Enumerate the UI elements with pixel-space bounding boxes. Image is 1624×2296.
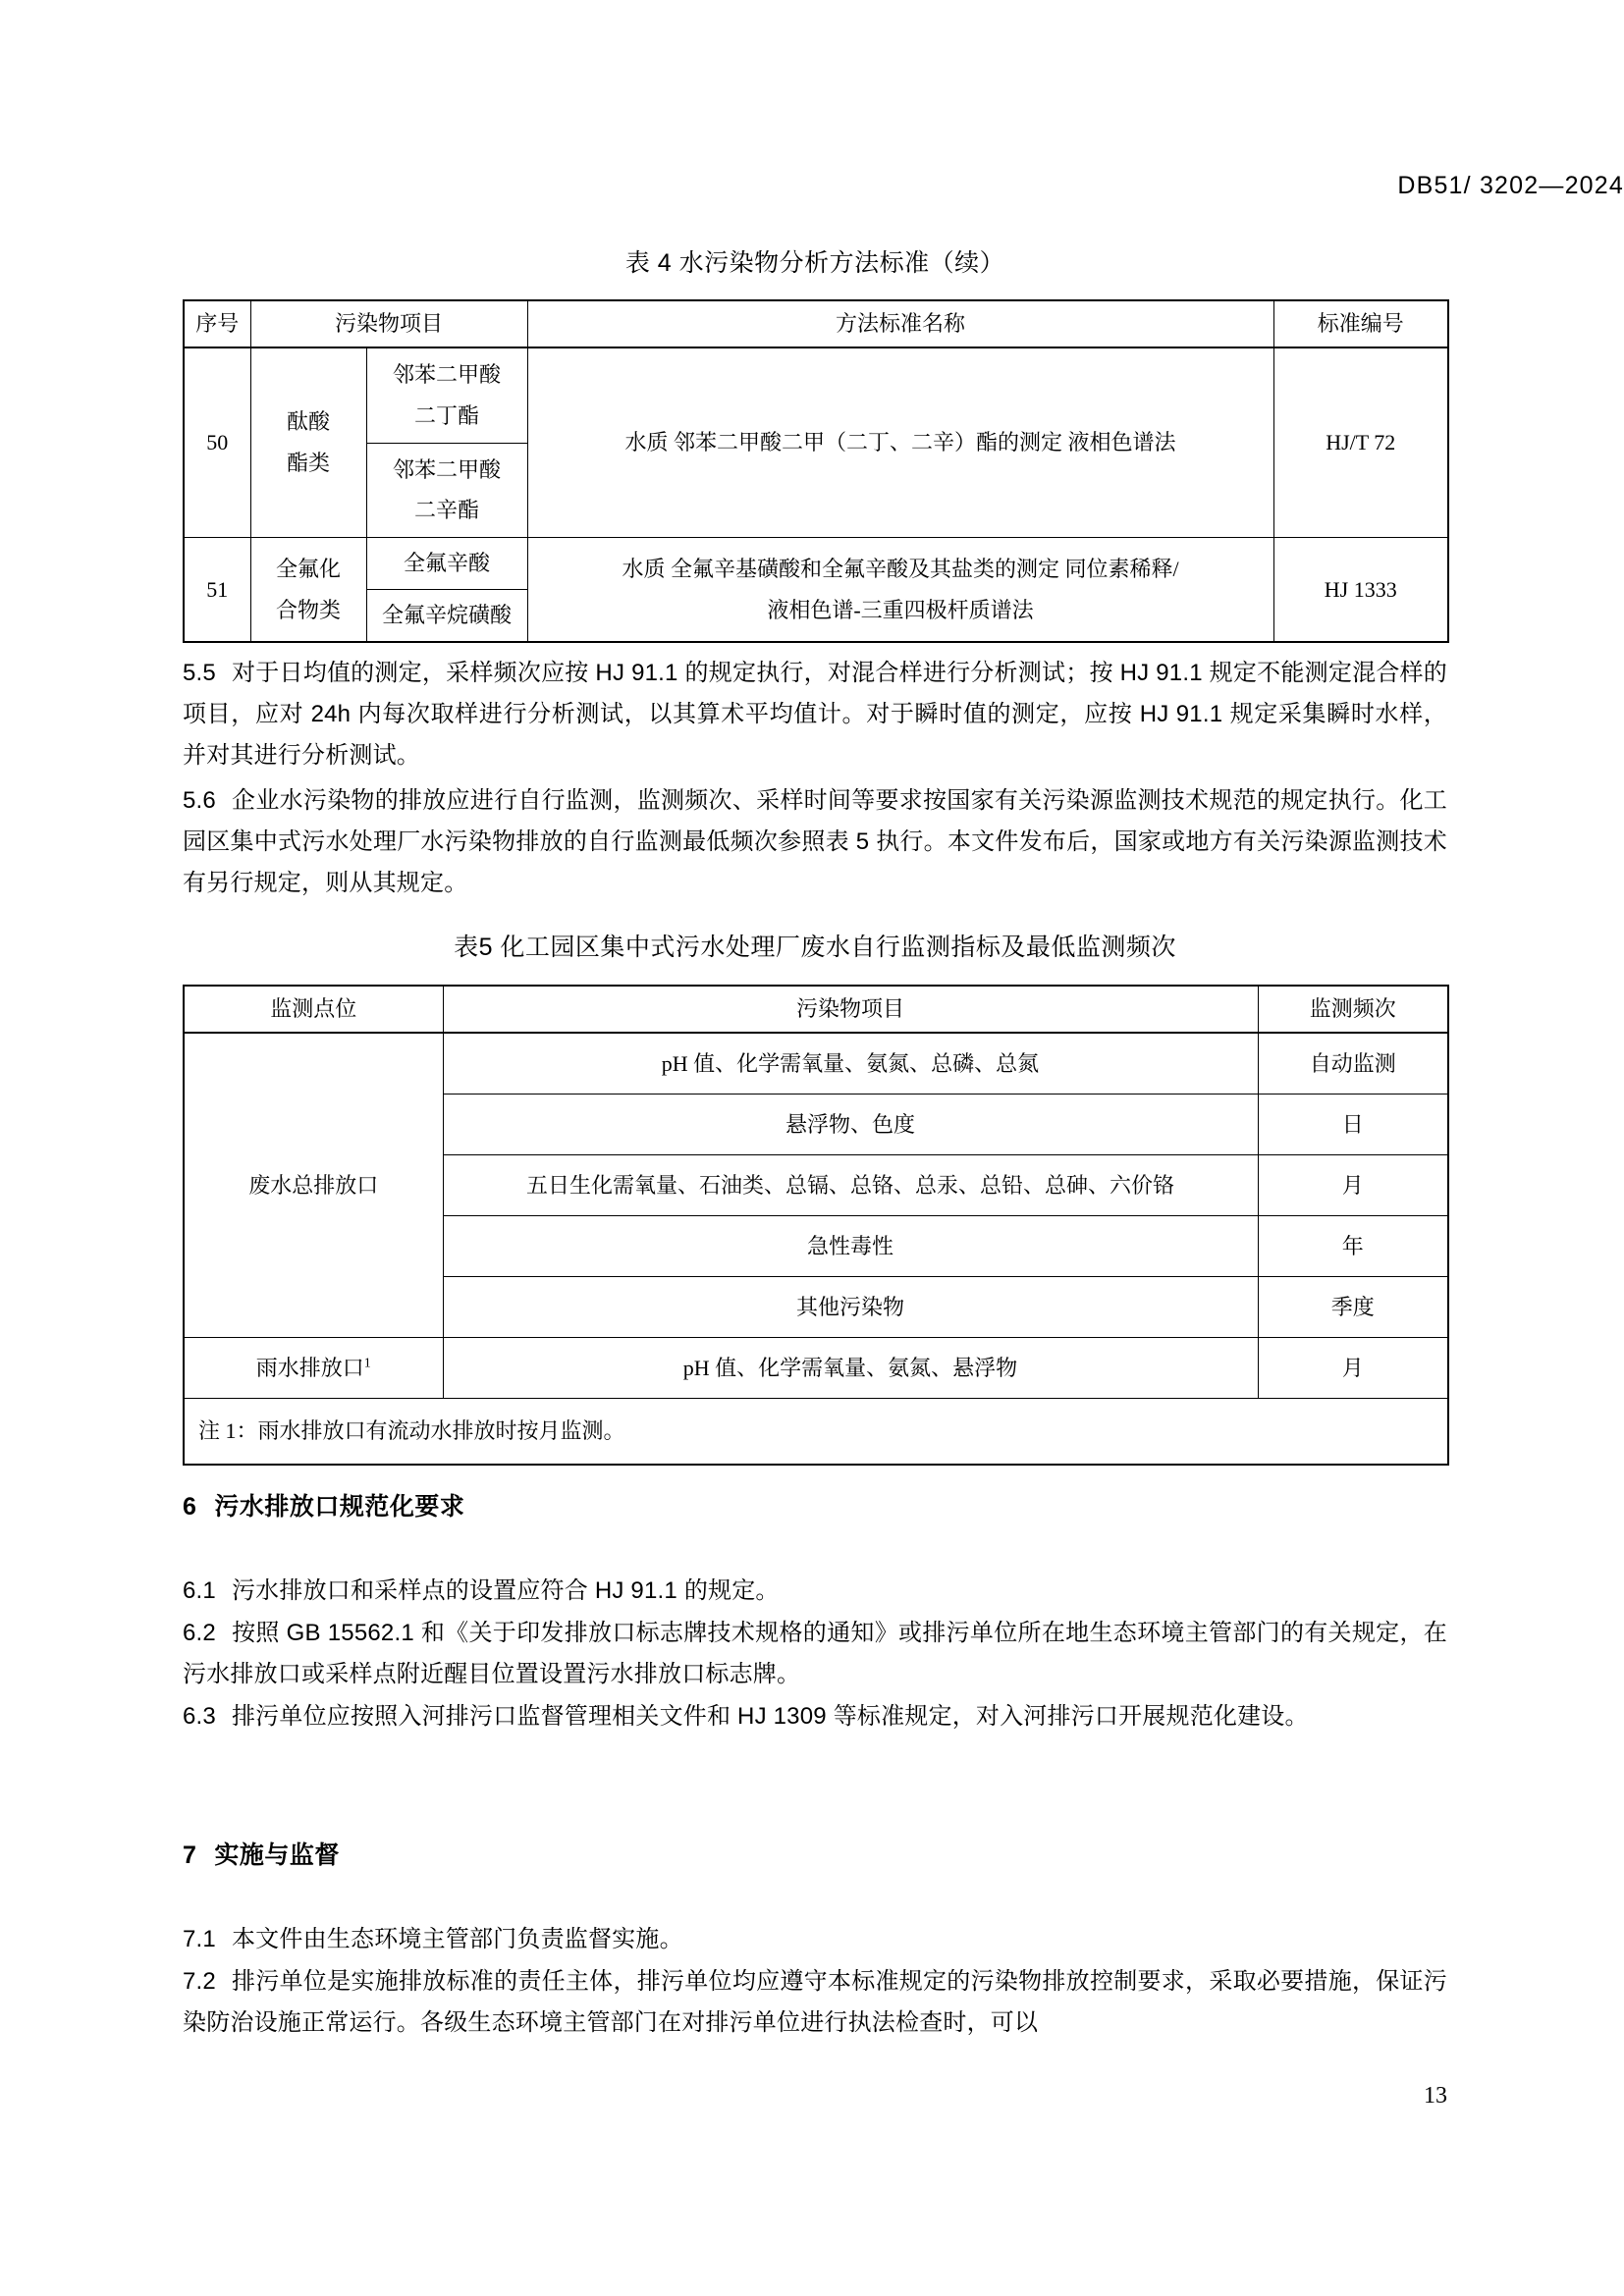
note-reference-mark: 1 (363, 1356, 371, 1371)
heading-section-6 (183, 1487, 1447, 1522)
table4-caption: 表 4 水污染物分析方法标准（续） (624, 249, 1005, 277)
table4-col-method: 方法标准名称 (527, 300, 1273, 347)
paragraph-6-2 (183, 1613, 1447, 1695)
table4-row50-item1 (366, 347, 527, 443)
paragraph-6-3-text: 排污单位应按照入河排污口监督管理相关文件和 HJ 1309 等标准规定，对入河排污口开展规范化建设。 (231, 1703, 1309, 1730)
table5-pollutants: 五日生化需氧量、石油类、总镉、总铬、总汞、总铅、总砷、六价铬 (443, 1155, 1258, 1216)
item-line-2: 二丁酯 (414, 402, 480, 428)
table4-col-code: 标准编号 (1273, 300, 1448, 347)
table4-row50-no: 50 (184, 347, 250, 538)
paragraph-5-5-number: 5.5 (183, 660, 216, 686)
table5-pollutants: 急性毒性 (443, 1216, 1258, 1277)
heading-7-text: 实施与监督 (214, 1842, 340, 1869)
wastewater-self-monitoring-table (183, 985, 1449, 1466)
table4-row51-code: HJ 1333 (1273, 538, 1448, 643)
table5-wrapper (183, 985, 1449, 1466)
item-line-1: 邻苯二甲酸 (393, 456, 502, 482)
table5-pollutants: 其他污染物 (443, 1277, 1258, 1338)
paragraph-6-2-text: 按照 GB 15562.1 和《关于印发排放口标志牌技术规格的通知》或排污单位所在地生态环境主管部门的有关规定，在污水排放口或采样点附近醒目位置设置污水排放口标志牌。 (183, 1620, 1447, 1687)
paragraph-6-1 (183, 1571, 1447, 1612)
table4-header-row (184, 300, 1448, 347)
group-line-1: 全氟化 (275, 556, 341, 581)
table4-col-no: 序号 (184, 300, 250, 347)
heading-section-7 (183, 1836, 1447, 1871)
table4-row51-method (527, 538, 1273, 643)
group-line-1: 酞酸 (286, 409, 330, 435)
table5-frequency: 日 (1258, 1095, 1448, 1155)
page-header (0, 172, 1624, 200)
table4-row50-group (250, 347, 366, 538)
table5-point-rainwater-outlet (184, 1338, 443, 1399)
method-line-1: 水质 全氟辛基磺酸和全氟辛酸及其盐类的测定 同位素稀释/ (622, 556, 1179, 581)
heading-7-number: 7 (183, 1842, 197, 1869)
group-line-2: 酯类 (286, 451, 330, 476)
group-line-2: 合物类 (275, 597, 341, 622)
table5-col-point: 监测点位 (184, 986, 443, 1033)
paragraph-7-1-text: 本文件由生态环境主管部门负责监督实施。 (231, 1926, 683, 1952)
page-number: 13 (1424, 2083, 1447, 2109)
table5-col-pollutant: 污染物项目 (443, 986, 1258, 1033)
table5-pollutants: 悬浮物、色度 (443, 1095, 1258, 1155)
table4-row50-code: HJ/T 72 (1273, 347, 1448, 538)
table4-row51-item1: 全氟辛酸 (366, 538, 527, 590)
paragraph-6-1-text: 污水排放口和采样点的设置应符合 HJ 91.1 的规定。 (231, 1577, 780, 1604)
table-row (184, 538, 1448, 590)
paragraph-6-3-number: 6.3 (183, 1703, 216, 1730)
table5-pollutants: pH 值、化学需氧量、氨氮、总磷、总氮 (443, 1033, 1258, 1095)
paragraph-6-1-number: 6.1 (183, 1577, 216, 1604)
paragraph-6-3 (183, 1696, 1447, 1737)
table5-note-row (184, 1399, 1448, 1466)
paragraph-6-2-number: 6.2 (183, 1620, 216, 1646)
table4-col-pollutant: 污染物项目 (250, 300, 527, 347)
paragraph-7-1 (183, 1919, 1447, 1960)
table5-frequency: 自动监测 (1258, 1033, 1448, 1095)
heading-6-number: 6 (183, 1493, 197, 1521)
paragraph-5-6-number: 5.6 (183, 787, 216, 814)
paragraph-7-2-text: 排污单位是实施排放标准的责任主体，排污单位均应遵守本标准规定的污染物排放控制要求，采取必要措施，保证污染防治设施正常运行。各级生态环境主管部门在对排污单位进行执法检查时，可以 (183, 1968, 1447, 2036)
paragraph-5-6 (183, 780, 1447, 904)
table5-frequency: 月 (1258, 1155, 1448, 1216)
table5-pollutants: pH 值、化学需氧量、氨氮、悬浮物 (443, 1338, 1258, 1399)
paragraph-5-5-text: 对于日均值的测定，采样频次应按 HJ 91.1 的规定执行，对混合样进行分析测试；按 HJ 91.1 规定不能测定混合样的项目，应对 24h 内每次取样进行分析测试，以其算术平均值计。对于瞬时值的测定，应按 HJ 91.1 规定采集瞬时水样，并对其进行分析测试。 (183, 660, 1447, 769)
table5-frequency: 月 (1258, 1338, 1448, 1399)
item-line-1: 邻苯二甲酸 (393, 362, 502, 388)
table5-frequency: 季度 (1258, 1277, 1448, 1338)
standard-code: DB51/ 3202—2024 (1397, 172, 1624, 199)
table4-wrapper (183, 299, 1449, 643)
table5-col-frequency: 监测频次 (1258, 986, 1448, 1033)
table4-row50-method: 水质 邻苯二甲酸二甲（二丁、二辛）酯的测定 液相色谱法 (527, 347, 1273, 538)
table4-row51-item2: 全氟辛烷磺酸 (366, 590, 527, 643)
table-row (184, 347, 1448, 443)
water-pollutant-analysis-method-table (183, 299, 1449, 643)
table5-frequency: 年 (1258, 1216, 1448, 1277)
paragraph-5-5 (183, 653, 1447, 776)
table-row (184, 1033, 1448, 1095)
paragraph-5-6-text: 企业水污染物的排放应进行自行监测，监测频次、采样时间等要求按国家有关污染源监测技术规范的规定执行。化工园区集中式污水处理厂水污染物排放的自行监测最低频次参照表 5 执行。本文件发布后，国家或地方有关污染源监测技术有另行规定，则从其规定。 (183, 787, 1447, 896)
table5-header-row (184, 986, 1448, 1033)
table4-row50-item2 (366, 443, 527, 538)
paragraph-7-2-number: 7.2 (183, 1968, 216, 1995)
item-line-2: 二辛酯 (414, 498, 480, 523)
paragraph-7-2 (183, 1961, 1447, 2044)
table5-point-main-outlet: 废水总排放口 (184, 1033, 443, 1338)
method-line-2: 液相色谱-三重四极杆质谱法 (767, 597, 1034, 622)
table5-caption: 表5 化工园区集中式污水处理厂废水自行监测指标及最低监测频次 (454, 934, 1176, 961)
point-label: 雨水排放口 (255, 1355, 364, 1380)
table-row (184, 1338, 1448, 1399)
table4-row51-group (250, 538, 366, 643)
table5-note: 注 1：雨水排放口有流动水排放时按月监测。 (184, 1399, 1448, 1466)
heading-6-text: 污水排放口规范化要求 (214, 1493, 465, 1521)
paragraph-7-1-number: 7.1 (183, 1926, 216, 1952)
table4-row51-no: 51 (184, 538, 250, 643)
